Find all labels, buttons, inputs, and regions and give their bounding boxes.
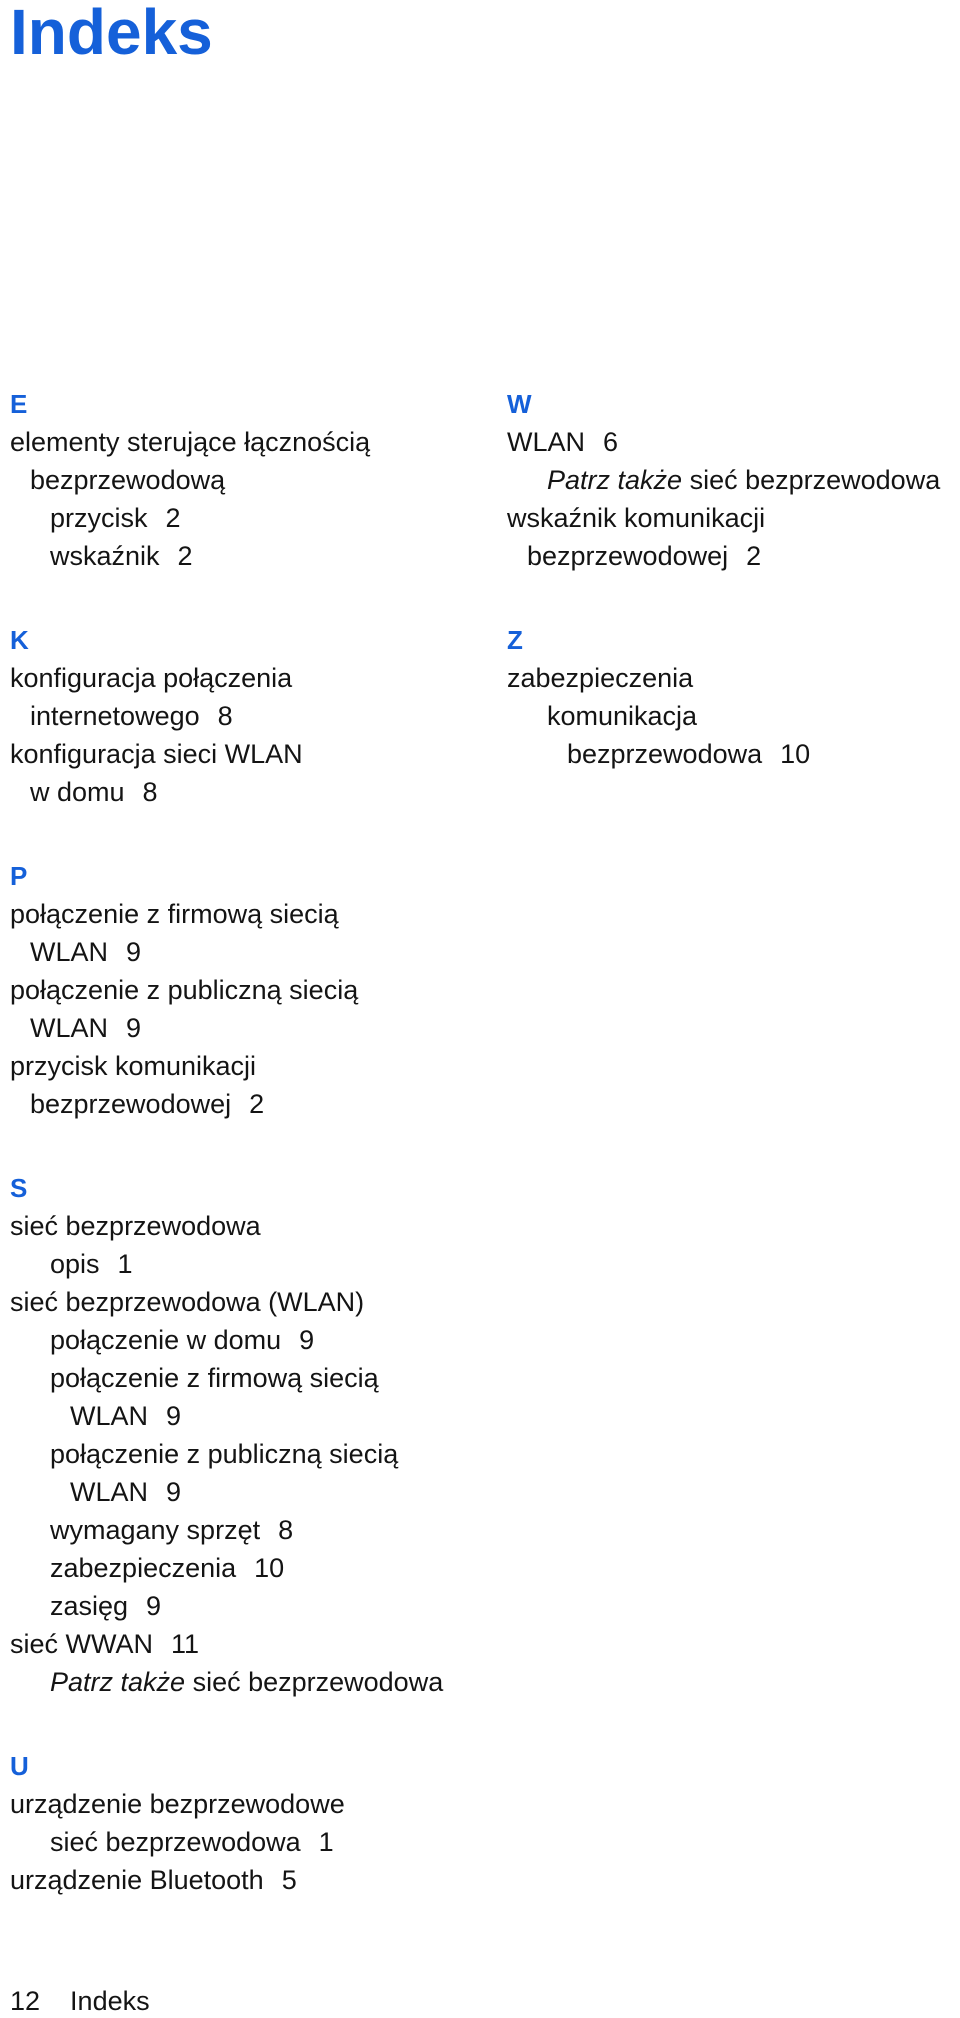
entry-text: konfiguracja sieci WLAN <box>10 739 303 769</box>
entry-text: wskaźnik <box>50 541 160 571</box>
entry-text: WLAN <box>70 1477 149 1507</box>
entry-text: internetowego <box>30 701 200 731</box>
section-letter: S <box>10 1173 28 1203</box>
page-reference: 11 <box>171 1629 200 1659</box>
page-reference: 10 <box>780 739 811 769</box>
page-reference: 8 <box>142 777 158 807</box>
section-letter: P <box>10 861 28 891</box>
index-entry <box>10 1359 480 1397</box>
entry-text: połączenie z publiczną siecią <box>10 975 359 1005</box>
entry-text: sieć bezprzewodowa <box>10 1211 261 1241</box>
index-column-left <box>10 385 480 1899</box>
index-entry <box>10 773 480 811</box>
index-entry <box>10 1009 480 1047</box>
page-reference: 9 <box>299 1325 315 1355</box>
page-footer <box>10 1984 150 2018</box>
index-entry <box>10 1397 480 1435</box>
entry-text: konfiguracja połączenia <box>10 663 293 693</box>
index-entry <box>10 537 480 575</box>
index-entry <box>10 423 480 461</box>
entry-text: sieć bezprzewodowa (WLAN) <box>10 1287 365 1317</box>
index-entry <box>10 1549 480 1587</box>
page-reference: 9 <box>126 1013 142 1043</box>
see-also-label: Patrz także <box>547 465 683 495</box>
entry-text: WLAN <box>70 1401 149 1431</box>
index-entry <box>10 1283 480 1321</box>
entry-text: przycisk <box>50 503 148 533</box>
index-section-p <box>10 857 480 1123</box>
index-entry <box>10 1321 480 1359</box>
entry-text: bezprzewodową <box>30 465 226 495</box>
page-reference: 9 <box>166 1477 182 1507</box>
page-reference: 2 <box>177 541 193 571</box>
page-reference: 5 <box>281 1865 297 1895</box>
section-letter: K <box>10 625 29 655</box>
entry-text: połączenie w domu <box>50 1325 282 1355</box>
page-reference: 8 <box>278 1515 294 1545</box>
index-entry <box>507 697 957 735</box>
index-entry <box>507 461 957 499</box>
index-entry <box>507 659 957 697</box>
section-letter: W <box>507 389 532 419</box>
entry-text: opis <box>50 1249 100 1279</box>
page-reference: 9 <box>166 1401 182 1431</box>
footer-label: Indeks <box>70 1986 150 2016</box>
index-entry <box>10 1245 480 1283</box>
index-entry <box>10 1587 480 1625</box>
entry-text: sieć bezprzewodowa <box>192 1667 444 1697</box>
index-entry <box>10 895 480 933</box>
page-reference: 9 <box>146 1591 162 1621</box>
index-entry <box>10 1785 480 1823</box>
index-entry <box>10 697 480 735</box>
index-entry <box>507 537 957 575</box>
entry-text: sieć WWAN <box>10 1629 153 1659</box>
index-entry <box>10 1511 480 1549</box>
index-entry <box>10 1207 480 1245</box>
index-entry <box>10 499 480 537</box>
entry-text: bezprzewodowej <box>30 1089 232 1119</box>
footer-page-number: 12 <box>10 1986 41 2016</box>
index-entry <box>10 1861 480 1899</box>
page-reference: 2 <box>165 503 181 533</box>
entry-text: WLAN <box>30 1013 109 1043</box>
page-reference: 8 <box>217 701 233 731</box>
page-reference: 9 <box>126 937 142 967</box>
entry-text: komunikacja <box>547 701 698 731</box>
entry-text: zabezpieczenia <box>50 1553 237 1583</box>
entry-text: bezprzewodowa <box>567 739 763 769</box>
entry-text: zasięg <box>50 1591 129 1621</box>
entry-text: połączenie z firmową siecią <box>10 899 339 929</box>
entry-text: sieć bezprzewodowa <box>50 1827 301 1857</box>
index-column-right <box>507 385 957 773</box>
page-reference: 1 <box>318 1827 334 1857</box>
page-title: Indeks <box>10 0 213 68</box>
index-entry <box>507 735 957 773</box>
entry-text: przycisk komunikacji <box>10 1051 257 1081</box>
index-entry <box>10 1047 480 1085</box>
page-reference: 2 <box>746 541 762 571</box>
entry-text: WLAN <box>507 427 586 457</box>
page-reference: 2 <box>249 1089 265 1119</box>
entry-text: wskaźnik komunikacji <box>507 503 766 533</box>
entry-text: WLAN <box>30 937 109 967</box>
index-entry <box>10 1625 480 1663</box>
entry-text: połączenie z publiczną siecią <box>50 1439 399 1469</box>
index-entry <box>10 461 480 499</box>
entry-text: zabezpieczenia <box>507 663 694 693</box>
entry-text: wymagany sprzęt <box>50 1515 261 1545</box>
entry-text: elementy sterujące łącznością <box>10 427 371 457</box>
entry-text: w domu <box>30 777 125 807</box>
index-entry <box>10 1473 480 1511</box>
section-letter: Z <box>507 625 523 655</box>
entry-text: bezprzewodowej <box>527 541 729 571</box>
entry-text: połączenie z firmową siecią <box>50 1363 379 1393</box>
index-section-e <box>10 385 480 575</box>
index-section-z <box>507 621 957 773</box>
section-letter: U <box>10 1751 29 1781</box>
index-section-w <box>507 385 957 575</box>
page-reference: 10 <box>254 1553 285 1583</box>
index-entry <box>10 1085 480 1123</box>
index-section-s <box>10 1169 480 1701</box>
entry-text: urządzenie bezprzewodowe <box>10 1789 345 1819</box>
entry-text: urządzenie Bluetooth <box>10 1865 264 1895</box>
entry-text: sieć bezprzewodowa <box>689 465 941 495</box>
index-entry <box>10 971 480 1009</box>
index-entry <box>507 499 957 537</box>
index-entry <box>10 735 480 773</box>
index-entry <box>10 1663 480 1701</box>
index-entry <box>10 933 480 971</box>
index-section-k <box>10 621 480 811</box>
index-entry <box>507 423 957 461</box>
index-section-u <box>10 1747 480 1899</box>
see-also-label: Patrz także <box>50 1667 186 1697</box>
page-reference: 6 <box>603 427 619 457</box>
index-entry <box>10 1435 480 1473</box>
index-entry <box>10 659 480 697</box>
index-entry <box>10 1823 480 1861</box>
section-letter: E <box>10 389 28 419</box>
page-reference: 1 <box>117 1249 133 1279</box>
